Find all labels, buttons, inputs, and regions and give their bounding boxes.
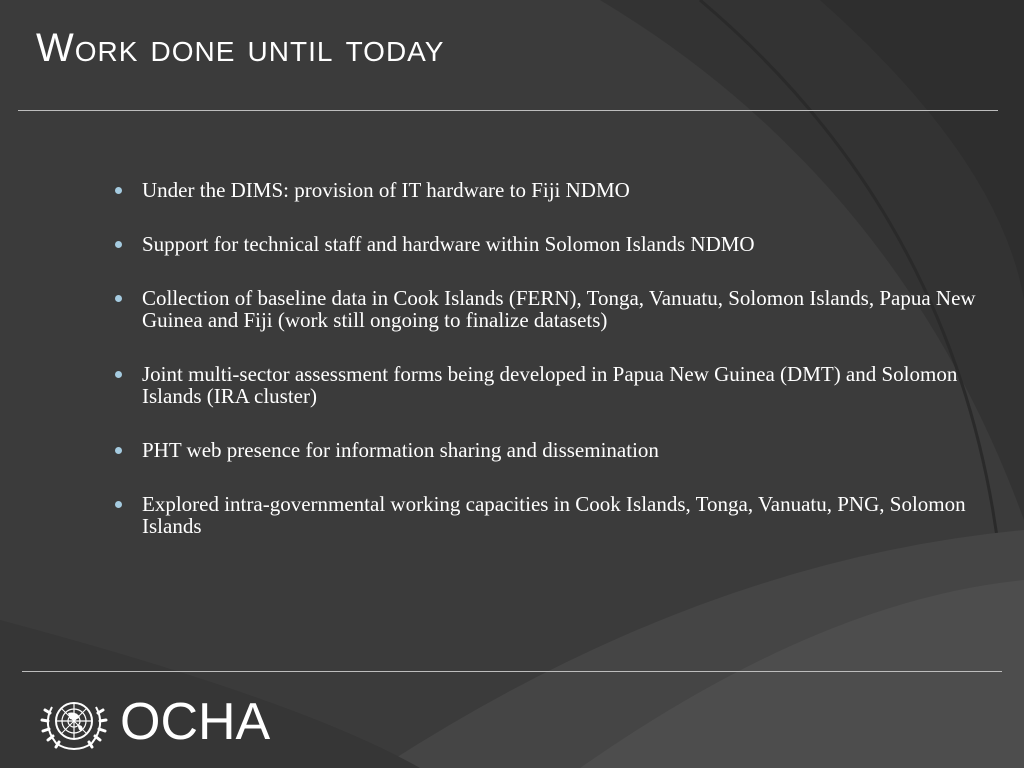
un-emblem-icon xyxy=(38,691,110,755)
ocha-logo-text: OCHA xyxy=(120,693,271,751)
list-item xyxy=(0,233,1024,255)
list-item xyxy=(0,439,1024,461)
bullet-list xyxy=(0,179,1024,569)
bullet-icon xyxy=(115,187,122,194)
list-item xyxy=(0,493,1024,537)
bullet-icon xyxy=(115,501,122,508)
title-divider xyxy=(18,110,998,111)
bullet-text: Under the DIMS: provision of IT hardware to Fiji NDMO xyxy=(142,178,630,202)
bullet-text: Support for technical staff and hardware within Solomon Islands NDMO xyxy=(142,232,755,256)
ocha-logo xyxy=(38,691,298,755)
slide-title: Work done until today xyxy=(36,26,445,70)
list-item xyxy=(0,287,1024,331)
bullet-icon xyxy=(115,371,122,378)
bullet-icon xyxy=(115,241,122,248)
bullet-text: Explored intra-governmental working capacities in Cook Islands, Tonga, Vanuatu, PNG, Solomon Islands xyxy=(142,492,966,538)
bullet-text: PHT web presence for information sharing and dissemination xyxy=(142,438,659,462)
list-item xyxy=(0,363,1024,407)
footer-divider xyxy=(22,671,1002,672)
bullet-text: Collection of baseline data in Cook Islands (FERN), Tonga, Vanuatu, Solomon Islands, Papua New Guinea and Fiji (work still ongoing to finalize datasets) xyxy=(142,286,976,332)
bullet-icon xyxy=(115,295,122,302)
bullet-icon xyxy=(115,447,122,454)
bullet-text: Joint multi-sector assessment forms being developed in Papua New Guinea (DMT) and Solomon Islands (IRA cluster) xyxy=(142,362,958,408)
list-item xyxy=(0,179,1024,201)
